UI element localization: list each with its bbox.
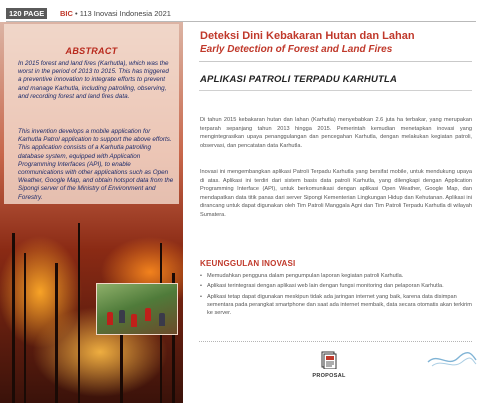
innovation-item: • Aplikasi tetap dapat digunakan meskipun tidak ada jaringan internet yang baik, karena data disimpan sementara pada perangkat smartphone dan saat ada internet membaik, data secara otomatis akan terkirim ke server. (200, 293, 472, 318)
section-title: APLIKASI PATROLI TERPADU KARHUTLA (200, 74, 398, 85)
tree-silhouette (78, 223, 80, 403)
tree-silhouette (24, 253, 26, 403)
abstract-paragraph-1: In 2015 forest and land fires (Karhutla), which was the worst in the period of 2013 to 2015. This has triggered a preventive innovation to integrate efforts to prevent and manage Karhutla, including patrolling, observing, and recording forest and land fires data. (18, 60, 169, 100)
abstract-heading: ABSTRACT (65, 46, 118, 56)
page-number-badge (6, 8, 47, 19)
patrol-team-photo (96, 283, 178, 335)
article-title: Deteksi Dini Kebakaran Hutan dan Lahan (200, 30, 415, 42)
proposal-label: PROPOSAL (312, 373, 346, 379)
article-subtitle: Early Detection of Forest and Land Fires (200, 44, 393, 55)
tree-silhouette (55, 263, 58, 403)
document-icon (321, 351, 337, 369)
patrol-person (159, 313, 165, 326)
abstract-box (4, 24, 179, 204)
body-paragraph-2: Inovasi ini mengembangkan aplikasi Patroli Terpadu Karhutla yang bersifat mobile, untuk mendukung upaya di atas. Aplikasi ini terdiri dari sistem basis data patroli Karhutla, yang dilengkapi dengan Application Programming Interface (API), untuk berkomunikasi dengan aplikasi Open Weather, Google Map, dan mendapatkan data titik panas dari server Sipongi Kementerian Lingkungan Hidup dan Kehutanan. Aplikasi ini dirancang untuk dapat digunakan oleh Tim Patroli Manggala Agni dan Tim Patroli Terpadu Karhutla di wilayah Sumatera. (200, 169, 472, 218)
page-header (0, 0, 480, 22)
publication-code: BIC (60, 9, 73, 18)
wave-logo-icon (426, 348, 478, 370)
innovation-list (200, 272, 472, 319)
publication-title (60, 8, 171, 19)
innovation-item: • Memudahkan pengguna dalam pengumpulan laporan kegiatan patroli Karhutla. (200, 272, 472, 280)
section-divider (199, 90, 472, 91)
footer-divider (199, 341, 472, 342)
publication-name: • 113 Inovasi Indonesia 2021 (75, 9, 171, 18)
forest-fire-image-panel (0, 22, 183, 403)
proposal-section (311, 351, 347, 379)
innovation-item: • Aplikasi terintegrasi dengan aplikasi web lain dengan fungsi monitoring dan pelaporan Karhutla. (200, 282, 472, 290)
patrol-person (145, 308, 151, 321)
patrol-person (107, 312, 113, 325)
tree-silhouette (12, 233, 15, 403)
innovation-heading: KEUNGGULAN INOVASI (200, 259, 296, 268)
body-paragraph-1: Di tahun 2015 kebakaran hutan dan lahan (Karhutla) menyebabkan 2.6 juta ha terbakar, yang merupakan terparah sepanjang tahun 2013 hingga 2015. Pemerintah kemudian menetapkan inovasi yang mengintegrasikan upaya penanggulangan dan pencegahan Karhutla, dengan melakukan kegiatan patroli, observasi, dan pencatatan data Karhutla. (200, 117, 472, 149)
patrol-person (131, 314, 137, 327)
title-divider (199, 61, 472, 62)
patrol-person (119, 310, 125, 323)
abstract-paragraph-2: This invention develops a mobile application for Karhutla Patrol application to support the above efforts. This application consists of a Karhutla patrolling database system, equipped with Application Programming Interfaces (API), to enable communications with other applications such as Open Weather, Google Map, and obtain hotspot data from the Sipongi server of the Ministry of Environment and Forestry. (18, 128, 174, 201)
page-number: 120 PAGE (9, 9, 45, 18)
